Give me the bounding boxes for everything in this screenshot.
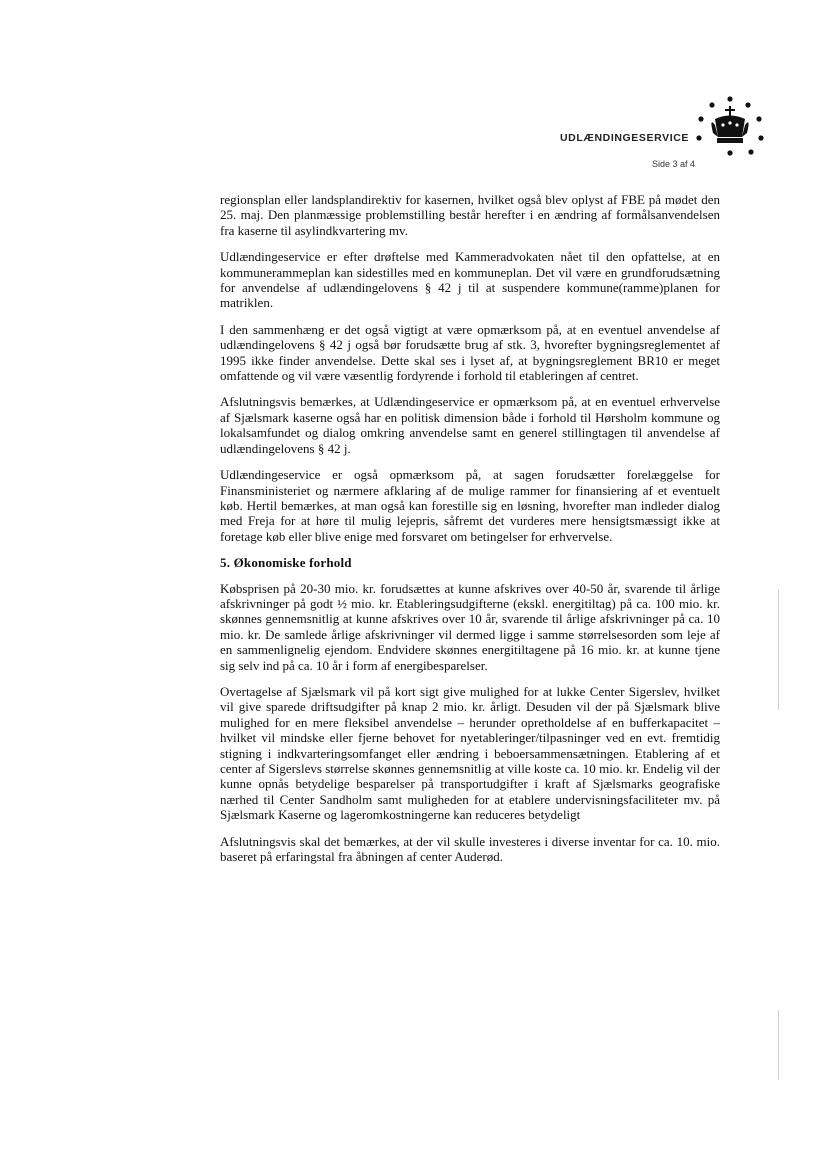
body-paragraph: regionsplan eller landsplandirektiv for kasernen, hvilket også blev oplyst af FBE på mødet den 25. maj. Den planmæssige problemstilling består herefter i en ændring af formålsanvendelsen fra kaserne til asylindkvartering mv. (220, 192, 720, 238)
body-paragraph: Afslutningsvis bemærkes, at Udlændingeservice er opmærksom på, at en eventuel erhvervelse af Sjælsmark kaserne også har en politisk dimension både i forhold til Hørsholm kommune og lokalsamfundet og dialog omkring anvendelse samt en generel stillingtagen til anvendelse af udlændingelovens § 42 j. (220, 394, 720, 456)
letter-body (220, 192, 720, 875)
page-indicator: Side 3 af 4 (652, 159, 696, 169)
body-paragraph: Udlændingeservice er også opmærksom på, at sagen forudsætter forelæggelse for Finansministeriet og nærmere afklaring af de mulige rammer for finansiering af et eventuelt køb. Hertil bemærkes, at man også kan forestille sig en løsning, hvorefter man indleder dialog med Freja for at høre til mulig lejepris, såfremt det vurderes mere hensigtsmæssigt ikke at foretage køb eller blive enige med forsvaret om betingelser for erhvervelse. (220, 467, 720, 544)
crown-logo-icon (695, 95, 765, 170)
body-paragraph: Afslutningsvis skal det bemærkes, at der vil skulle investeres i diverse inventar for ca. 10. mio. baseret på erfaringstal fra åbningen af center Auderød. (220, 833, 720, 865)
body-paragraph: Overtagelse af Sjælsmark vil på kort sigt give mulighed for at lukke Center Sigerslev, hvilket vil give sparede driftsudgifter på knap 2 mio. kr. årligt. Desuden vil der på Sjælsmark blive mulighed for en mere fleksibel anvendelse – herunder opretholdelse af en bufferkapacitet – hvilket vil mindske eller fjerne behovet for nyetableringer/tilpasninger ved en evt. fremtidig stigning i indkvarteringsomfanget eller ændring i beboersammensætningen. Etablering af et center af Sigerslevs størrelse skønnes gennemsnitlig at ville koste ca. 10 mio. kr. Endelig vil der kunne opnås betydelige besparelser på transportudgifter i kraft af Sjælsmarks geografiske nærhed til Center Sandholm samt muligheden for at etablere undervisningsfaciliteter mv. på Sjælsmark Kaserne og lageromkostningerne kan reduceres betydeligt (220, 683, 720, 823)
section-heading: 5. Økonomiske forhold (220, 555, 352, 571)
body-paragraph: Købsprisen på 20-30 mio. kr. forudsættes at kunne afskrives over 40-50 år, svarende til årlige afskrivninger på godt ½ mio. kr. Etableringsudgifterne (ekskl. energitiltag) på ca. 100 mio. kr. skønnes gennemsnitlig at kunne afskrives over 10 år, svarende til årlige afskrivninger på ca. 10 mio. kr. De samlede årlige afskrivninger vil dermed ligge i samme størrelsesorden som leje af en sammenlignelig ejendom. Endvidere skønnes energitiltagene på 16 mio. kr. at kunne tjene sig selv ind på ca. 10 år i form af energibesparelser. (220, 580, 720, 673)
agency-name: UDLÆNDINGESERVICE (560, 132, 690, 144)
body-paragraph: Udlændingeservice er efter drøftelse med Kammeradvokaten nået til den opfattelse, at en kommunerammeplan kan sidestilles med en kommuneplan. Det vil være en grundforudsætning for anvendelse af udlændingelovens § 42 j til at suspendere kommune(ramme)planen for matriklen. (220, 249, 720, 311)
scan-artifact-line (778, 1010, 779, 1080)
letterhead (560, 95, 770, 175)
body-paragraph: I den sammenhæng er det også vigtigt at være opmærksom på, at en eventuel anvendelse af udlændingelovens § 42 j også bør forudsætte brug af stk. 3, hvorefter bygningsreglementet af 1995 ikke finder anvendelse. Dette skal ses i lyset af, at bygningsreglement BR10 er meget omfattende og vil være væsentlig fordyrende i forhold til etableringen af centret. (220, 321, 720, 384)
scan-artifact-line (778, 590, 779, 710)
